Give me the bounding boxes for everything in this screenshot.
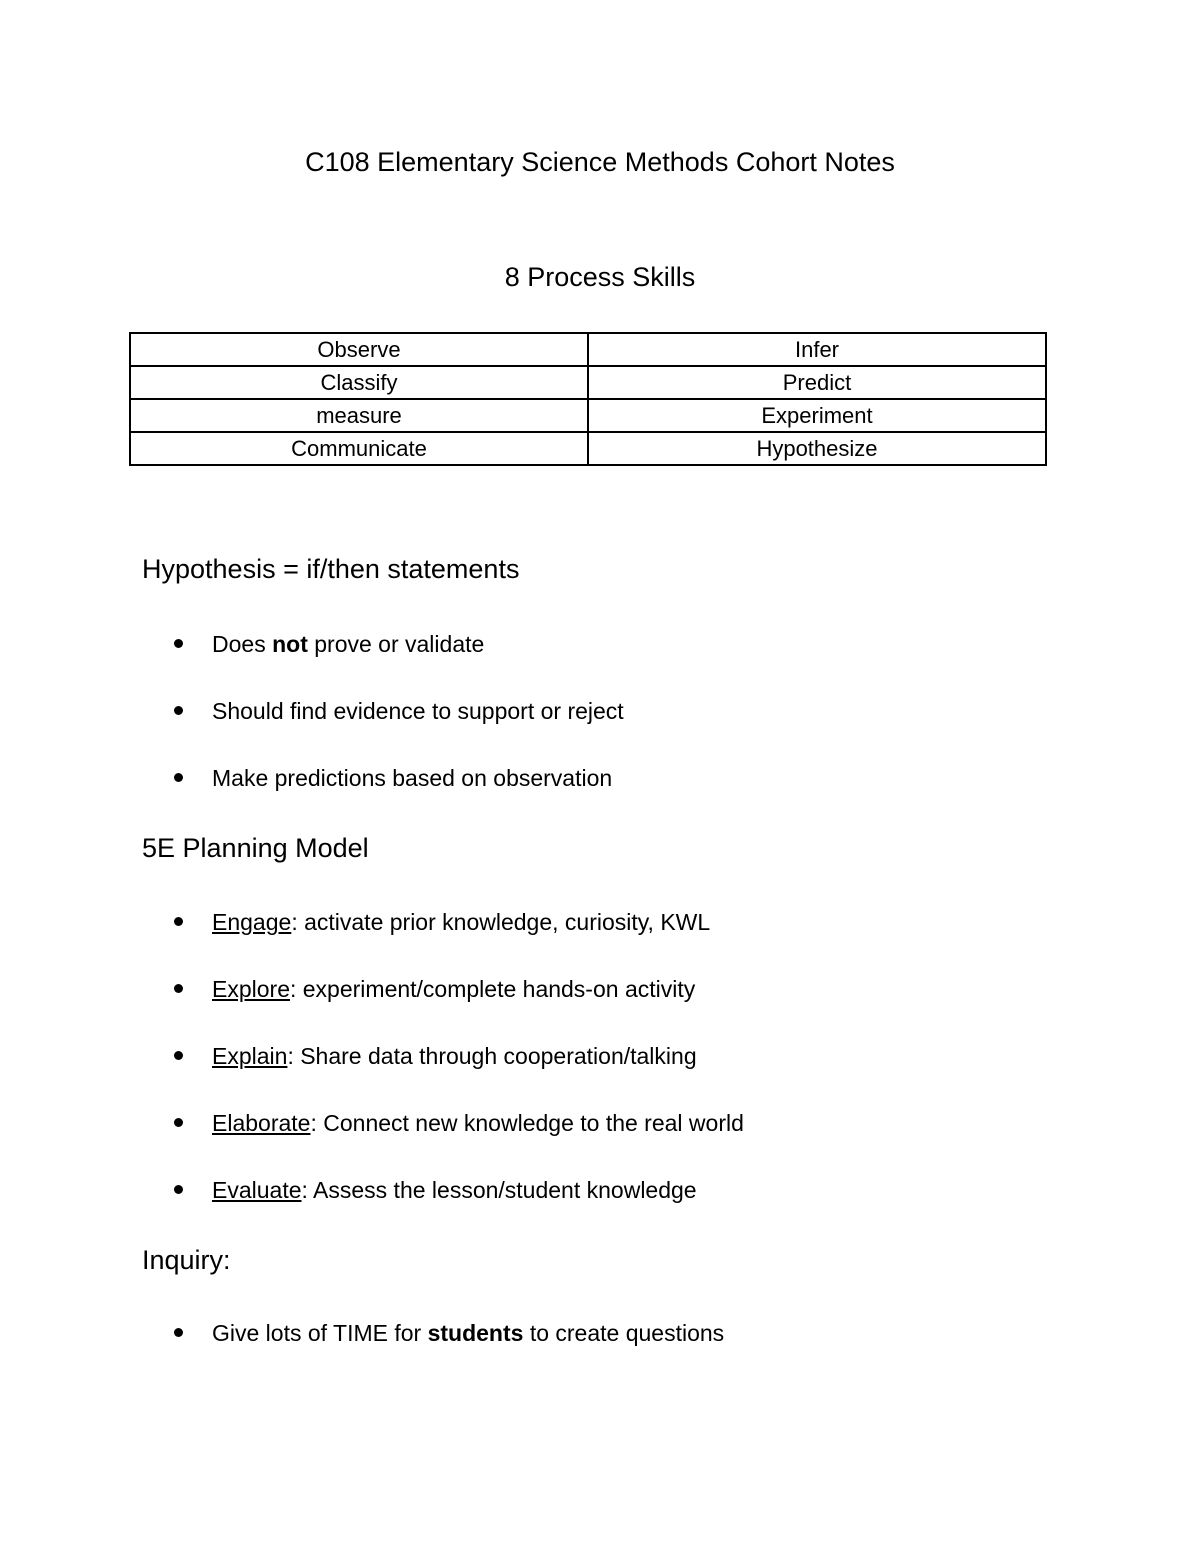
hypothesis-heading: Hypothesis = if/then statements: [142, 554, 520, 584]
list-item: [212, 762, 612, 794]
bullet-text: prove or validate: [307, 631, 485, 657]
section-subtitle: 8 Process Skills: [504, 262, 696, 292]
table-cell: Predict: [588, 366, 1046, 399]
bullet-text: : Assess the lesson/student knowledge: [301, 1177, 697, 1203]
five-e-heading: 5E Planning Model: [142, 833, 369, 863]
list-item: [212, 906, 710, 938]
bullet-term: Evaluate: [212, 1177, 302, 1203]
bullet-text: : activate prior knowledge, curiosity, KWL: [291, 909, 711, 935]
list-item: [212, 1317, 724, 1349]
table-row: [130, 399, 1046, 432]
bullet-text: : Share data through cooperation/talking: [287, 1043, 697, 1069]
table-cell: Experiment: [588, 399, 1046, 432]
table-cell: Hypothesize: [588, 432, 1046, 465]
bullet-icon: [174, 1118, 183, 1127]
bullet-icon: [174, 706, 183, 715]
bullet-icon: [174, 1185, 183, 1194]
bullet-icon: [174, 917, 183, 926]
table-cell: Observe: [130, 333, 588, 366]
bullet-term: Engage: [212, 909, 292, 935]
process-skills-table: [129, 332, 1047, 466]
bullet-text: Does: [212, 631, 273, 657]
table-cell: Communicate: [130, 432, 588, 465]
table-cell: measure: [130, 399, 588, 432]
bullet-text: : experiment/complete hands-on activity: [289, 976, 696, 1002]
bullet-icon: [174, 984, 183, 993]
bullet-emphasis: students: [427, 1320, 524, 1346]
bullet-text: Make predictions based on observation: [212, 765, 613, 791]
bullet-term: Explore: [212, 976, 290, 1002]
document-title: C108 Elementary Science Methods Cohort Notes: [305, 147, 895, 177]
bullet-emphasis: not: [272, 631, 308, 657]
list-item: [212, 628, 484, 660]
list-item: [212, 695, 624, 727]
list-item: [212, 1107, 744, 1139]
bullet-text: to create questions: [523, 1320, 725, 1346]
list-item: [212, 1174, 697, 1206]
bullet-icon: [174, 639, 183, 648]
table-cell: Classify: [130, 366, 588, 399]
list-item: [212, 973, 695, 1005]
bullet-icon: [174, 1051, 183, 1060]
bullet-term: Explain: [212, 1043, 288, 1069]
bullet-text: Give lots of TIME for: [212, 1320, 428, 1346]
table-row: [130, 432, 1046, 465]
list-item: [212, 1040, 697, 1072]
bullet-text: : Connect new knowledge to the real world: [310, 1110, 744, 1136]
table-cell: Infer: [588, 333, 1046, 366]
bullet-text: Should find evidence to support or reject: [212, 698, 624, 724]
bullet-term: Elaborate: [212, 1110, 311, 1136]
table-row: [130, 333, 1046, 366]
bullet-icon: [174, 1328, 183, 1337]
bullet-icon: [174, 773, 183, 782]
table-row: [130, 366, 1046, 399]
inquiry-heading: Inquiry:: [142, 1245, 231, 1275]
